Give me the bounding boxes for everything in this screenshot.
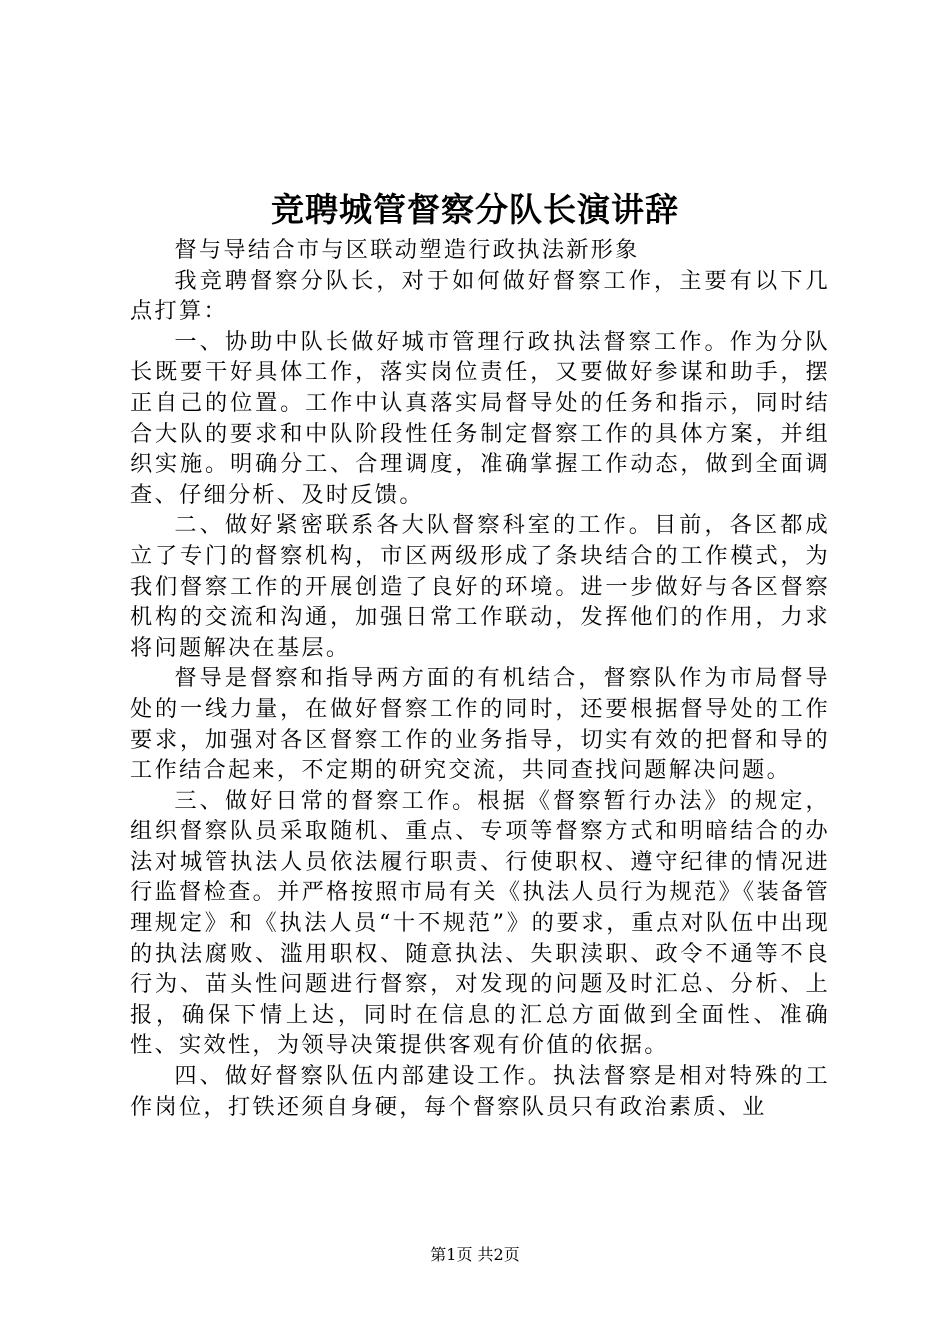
subtitle-paragraph: 督与导结合市与区联动塑造行政执法新形象	[174, 237, 640, 263]
document-body	[130, 235, 830, 1122]
body-paragraph: 三、做好日常的督察工作。根据《督察暂行办法》的规定，组织督察队员采取随机、重点、专项等督察方式和明暗结合的办法对城管执法人员依法履行职责、行使职权、遵守纪律的情况进行监督检查。并严格按照市局有关《执法人员行为规范》《装备管理规定》和《执法人员“十不规范”》的要求，重点对队伍中出现的执法腐败、滥用职权、随意执法、失职渎职、政令不通等不良行为、苗头性问题进行督察，对发现的问题及时汇总、分析、上报，确保下情上达，同时在信息的汇总方面做到全面性、准确性、实效性，为领导决策提供客观有价值的依据。	[130, 787, 830, 1059]
body-paragraph: 督导是督察和指导两方面的有机结合，督察队作为市局督导处的一线力量，在做好督察工作的同时，还要根据督导处的工作要求，加强对各区督察工作的业务指导，切实有效的把督和导的工作结合起来，不定期的研究交流，共同查找问题解决问题。	[130, 665, 830, 784]
page-footer: 第1页 共2页	[430, 1245, 520, 1264]
body-paragraph: 一、协助中队长做好城市管理行政执法督察工作。作为分队长既要干好具体工作，落实岗位责任，又要做好参谋和助手，摆正自己的位置。工作中认真落实局督导处的任务和指示，同时结合大队的要求和中队阶段性任务制定督察工作的具体方案，并组织实施。明确分工、合理调度，准确掌握工作动态，做到全面调查、仔细分析、及时反馈。	[130, 328, 830, 508]
document-title: 竞聘城管督察分队长演讲辞	[271, 190, 679, 229]
body-paragraph: 四、做好督察队伍内部建设工作。执法督察是相对特殊的工作岗位，打铁还须自身硬，每个督察队员只有政治素质、业	[130, 1063, 830, 1120]
body-paragraph: 我竞聘督察分队长，对于如何做好督察工作，主要有以下几点打算：	[130, 267, 830, 325]
body-paragraph: 二、做好紧密联系各大队督察科室的工作。目前，各区都成立了专门的督察机构，市区两级形成了条块结合的工作模式，为我们督察工作的开展创造了良好的环境。进一步做好与各区督察机构的交流和沟通，加强日常工作联动，发挥他们的作用，力求将问题解决在基层。	[130, 512, 830, 661]
